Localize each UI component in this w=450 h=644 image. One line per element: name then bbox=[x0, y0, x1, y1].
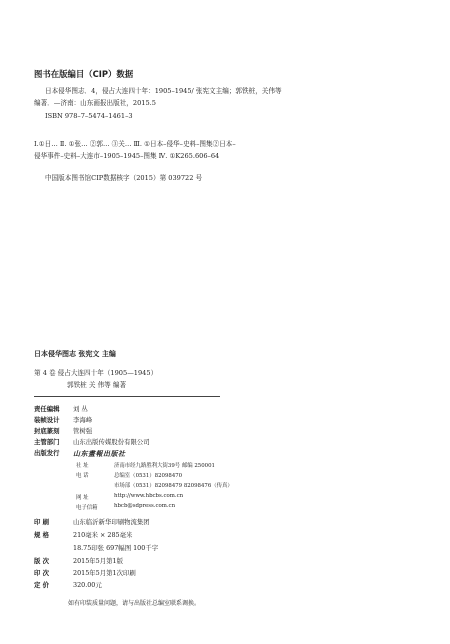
credit-value-editor: 刘 丛 bbox=[73, 405, 88, 413]
credit-value-seal: 管树强 bbox=[73, 427, 93, 435]
publisher-phone-value-2: 市场部（0531）82098479 82098476（传真） bbox=[114, 483, 233, 489]
publisher-web-value: http://www.hbcbs.com.cn bbox=[114, 493, 184, 499]
cip-record-number: 中国版本图书馆CIP数据核字（2015）第 039722 号 bbox=[45, 174, 203, 182]
book-title: 日本侵华图志 张宪文 主编 bbox=[34, 350, 116, 358]
publisher-address-label: 社 址 bbox=[76, 463, 89, 469]
credit-value-authority: 山东出版传媒股份有限公司 bbox=[73, 438, 150, 446]
cip-line-1: 日本侵华图志．4，侵占大连四十年：1905–1945/ 张宪文主编；郭铁桩，关伟等 bbox=[45, 87, 282, 95]
spec-value-printer: 山东临沂新华印刷物流集团 bbox=[73, 518, 150, 526]
cip-isbn: ISBN 978–7–5474–1461–3 bbox=[45, 112, 133, 120]
publisher-phone-value: 总编室（0531）82098470 bbox=[114, 473, 183, 479]
cip-line-2: 编著．—济南：山东画报出版社，2015.5 bbox=[34, 99, 156, 107]
credit-label-publisher: 出版发行 bbox=[34, 449, 60, 457]
spec-value-edition: 2015年5月第1版 bbox=[73, 557, 123, 565]
spec-value-format: 210毫米 × 285毫米 bbox=[73, 531, 133, 539]
spec-label-printer: 印 刷 bbox=[34, 518, 50, 526]
credit-label-seal: 封底篆刻 bbox=[34, 427, 60, 435]
spec-label-format: 规 格 bbox=[34, 531, 50, 539]
publisher-logo: 山东畫報出版社 bbox=[73, 449, 126, 458]
spec-label-edition: 版 次 bbox=[34, 557, 50, 565]
cip-class-line-1: Ⅰ.①日… Ⅱ. ①张… ②郭… ③关… Ⅲ. ①日本–侵华–史料–图集②日本– bbox=[34, 140, 236, 148]
publisher-phone-label: 电 话 bbox=[76, 473, 89, 479]
cip-class-line-2: 侵华事件–史料–大连市–1905–1945–图集 Ⅳ. ①K265.606–64 bbox=[34, 152, 220, 160]
credit-label-editor: 责任编辑 bbox=[34, 405, 60, 413]
credit-value-design: 李海峰 bbox=[73, 416, 93, 424]
quality-notice: 如有印装质量问题，请与出版社总编室联系调换。 bbox=[68, 600, 201, 607]
publisher-email-label: 电子信箱 bbox=[76, 505, 98, 511]
volume-authors: 郭铁桩 关 伟等 编著 bbox=[67, 381, 127, 389]
publisher-address-value: 济南市经九路胜利大街39号 邮编 250001 bbox=[114, 463, 215, 469]
spec-value-price: 320.00元 bbox=[73, 581, 102, 589]
credit-label-design: 装帧设计 bbox=[34, 416, 60, 424]
spec-label-printing: 印 次 bbox=[34, 569, 50, 577]
publisher-web-label: 网 址 bbox=[76, 495, 89, 501]
spec-value-sheets: 18.75印张 697幅图 100千字 bbox=[73, 544, 159, 552]
credit-label-authority: 主管部门 bbox=[34, 438, 60, 446]
cip-heading: 图书在版编目（CIP）数据 bbox=[34, 69, 134, 79]
spec-label-price: 定 价 bbox=[34, 581, 50, 589]
volume-title: 第 4 卷 侵占大连四十年（1905—1945） bbox=[34, 369, 158, 377]
spec-value-printing: 2015年5月第1次印刷 bbox=[73, 569, 136, 577]
divider-rule bbox=[34, 396, 220, 397]
publisher-email-value: hbcb@sdpress.com.cn bbox=[114, 503, 176, 509]
